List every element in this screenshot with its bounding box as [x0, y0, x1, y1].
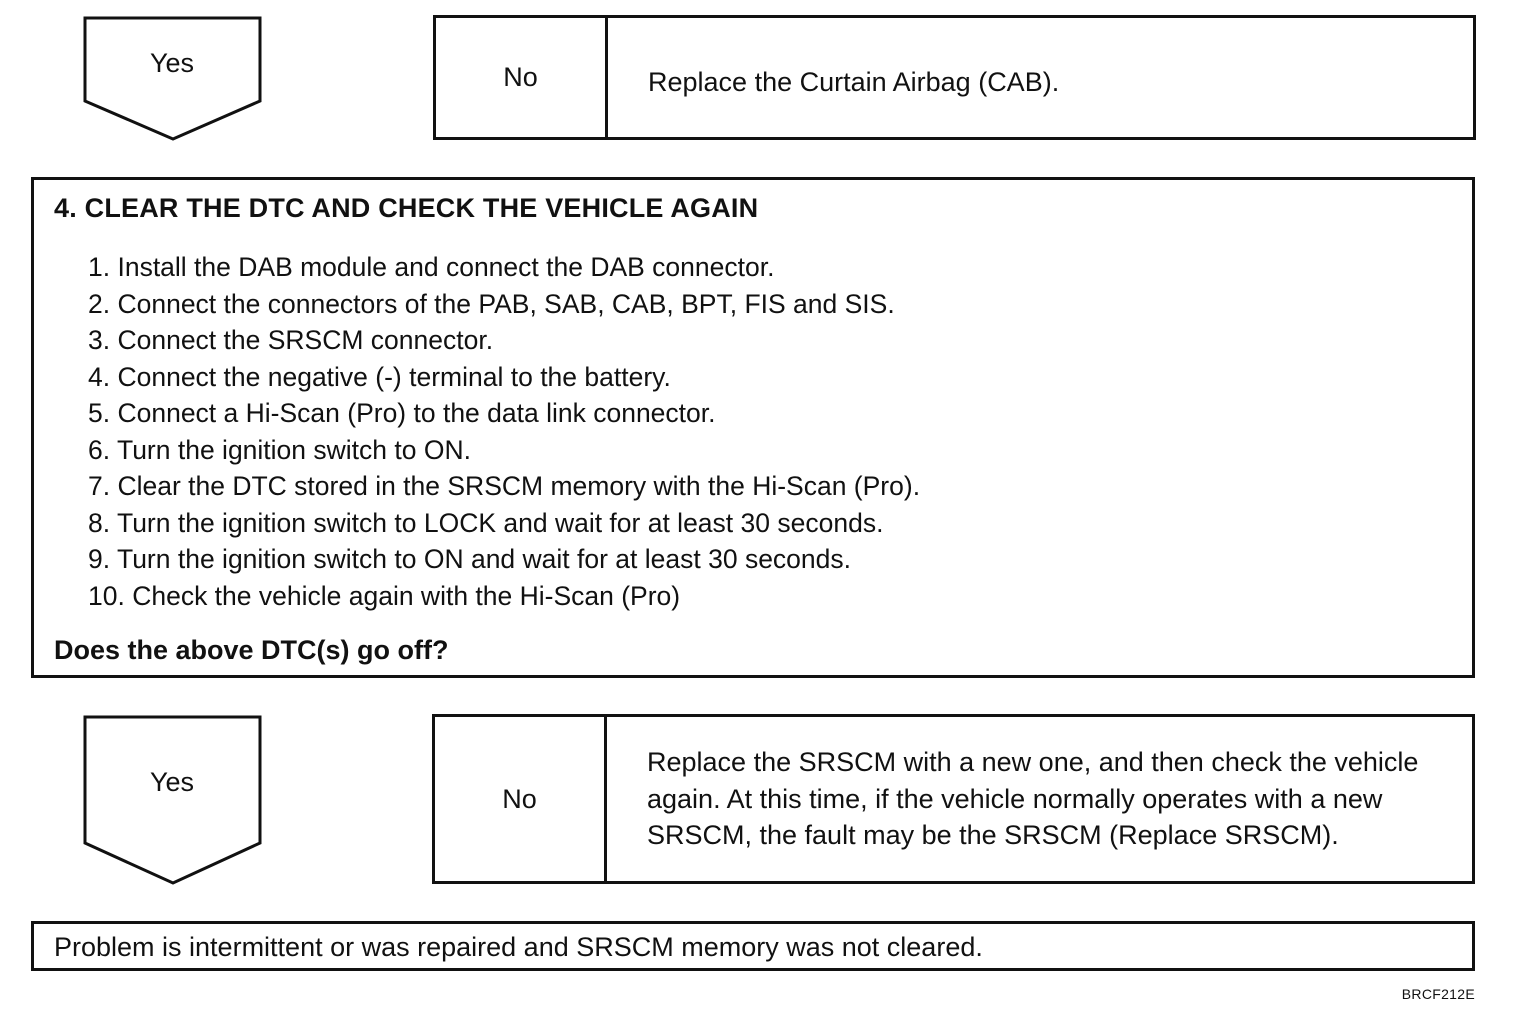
no-action-bottom: Replace the SRSCM with a new one, and then check the vehicle again. At this time, if the vehicle normally operates with a new SRSCM, the fault may be the SRSCM (Replace SRSCM). — [647, 747, 1419, 851]
no-label-top: No — [436, 18, 608, 137]
yes-arrow-bottom — [83, 715, 263, 887]
step-list — [88, 249, 920, 614]
list-item: 5. Connect a Hi-Scan (Pro) to the data link connector. — [88, 398, 716, 428]
yes-arrow-top — [83, 16, 263, 142]
no-action-top: Replace the Curtain Airbag (CAB). — [648, 67, 1060, 97]
down-arrow-icon — [83, 715, 263, 887]
no-label-bottom: No — [435, 717, 607, 881]
yes-label-bottom: Yes — [149, 767, 195, 797]
yes-label-top: Yes — [149, 48, 195, 78]
list-item: 7. Clear the DTC stored in the SRSCM memory with the Hi-Scan (Pro). — [88, 471, 921, 501]
list-item: 10. Check the vehicle again with the Hi-Scan (Pro) — [88, 580, 681, 611]
down-arrow-icon — [83, 16, 263, 142]
list-item: 8. Turn the ignition switch to LOCK and wait for at least 30 seconds. — [88, 507, 884, 538]
figure-code: BRCF212E — [1401, 986, 1475, 1002]
list-item: 2. Connect the connectors of the PAB, SAB, CAB, BPT, FIS and SIS. — [88, 288, 895, 319]
step-4-box — [31, 177, 1475, 678]
list-item: 4. Connect the negative (-) terminal to the battery. — [88, 361, 671, 392]
result-box — [31, 921, 1475, 971]
list-item: 6. Turn the ignition switch to ON. — [88, 434, 471, 465]
list-item: 3. Connect the SRSCM connector. — [88, 325, 494, 355]
no-box-top — [433, 15, 1476, 140]
step-title: 4. CLEAR THE DTC AND CHECK THE VEHICLE AGAIN — [54, 193, 759, 223]
no-box-bottom — [432, 714, 1475, 884]
step-question: Does the above DTC(s) go off? — [54, 635, 449, 665]
list-item: 1. Install the DAB module and connect the DAB connector. — [88, 252, 775, 282]
result-text: Problem is intermittent or was repaired and SRSCM memory was not cleared. — [54, 932, 983, 962]
list-item: 9. Turn the ignition switch to ON and wait for at least 30 seconds. — [88, 544, 852, 574]
